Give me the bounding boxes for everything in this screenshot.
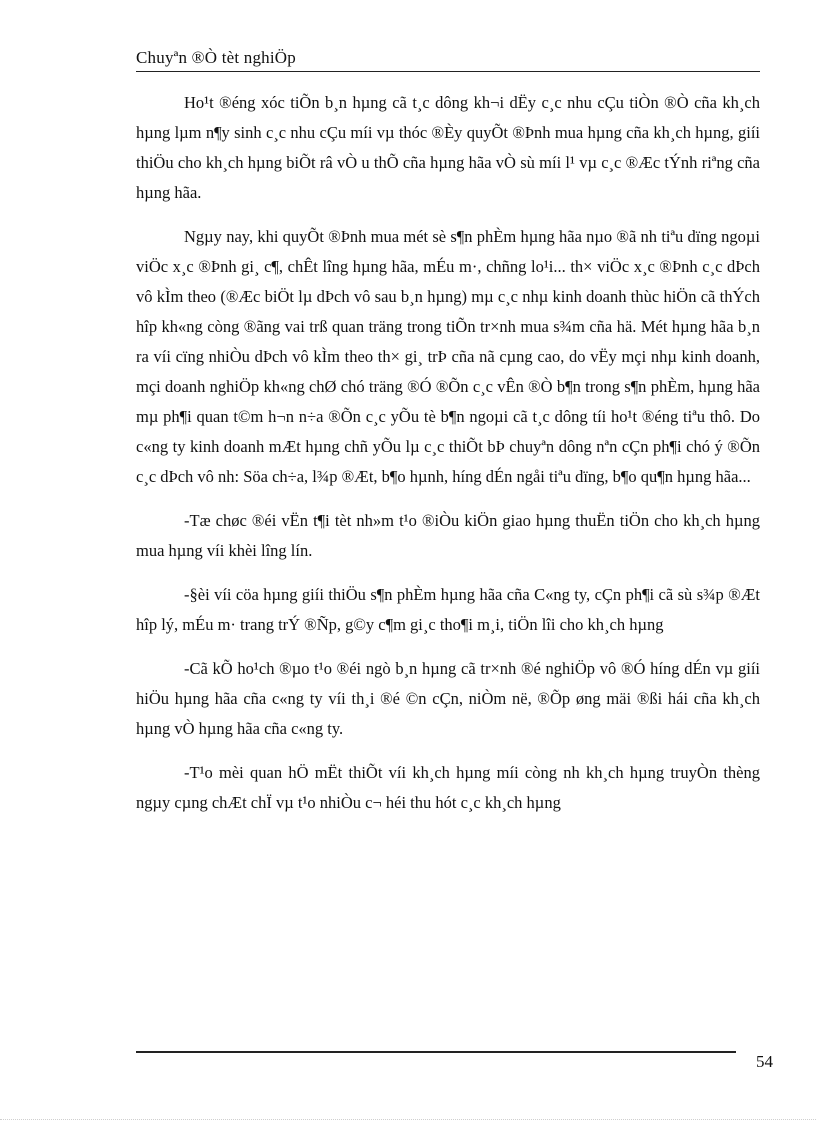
paragraph: Ho¹t ®éng xóc tiÕn b¸n hµng cã t¸c dông kh¬i dËy c¸c nhu cÇu tiÒn ®Ò cña kh¸ch hµng lµm n¶y sinh c¸c nhu cÇu míi vµ thóc ®Èy quyÕt ®Þnh mua hµng cña kh¸ch hµng, giíi thiÖu cho kh¸ch hµng biÕt râ vÒ u thÕ cña hµng hãa vÒ sù míi l¹ vµ c¸c ®Æc tÝnh riªng cña hµng hãa. bbox=[136, 93, 760, 202]
paragraph: Ngµy nay, khi quyÕt ®Þnh mua mét sè s¶n phÈm hµng hãa nµo ®ã nh tiªu dïng ngoµi viÖc x¸c ®Þnh gi¸ c¶, chÊt lîng hµng hãa, mÉu m·, chñng lo¹i... th× viÖc x¸c ®Þnh c¸c dÞch vô kÌm theo (®Æc biÖt lµ dÞch vô sau b¸n hµng) mµ c¸c nhµ kinh doanh thùc hiÖn cã thÝch hîp kh«ng còng ®ãng vai trß quan träng trong tiÕn tr×nh mua s¾m cña hä. Mét hµng hãa b¸n ra víi cïng nhiÒu dÞch vô kÌm theo th× gi¸ trÞ cña nã cµng cao, do vËy mçi nhµ kinh doanh, mçi doanh nghiÖp kh«ng chØ chó träng ®Ó ®Õn c¸c vÊn ®Ò b¶n trong s¶n phÈm, hµng hãa mµ ph¶i quan t©m h¬n n÷a ®Õn c¸c yÕu tè b¶n ngoµi cã t¸c dông tíi ho¹t ®éng tiªu thô. Do c«ng ty kinh doanh mÆt hµng chñ yÕu lµ c¸c thiÕt bÞ chuyªn dông nªn cÇn ph¶i chó ý ®Õn c¸c dÞch vô nh: Söa ch÷a, l¾p ®Æt, b¶o hµnh, híng dÉn ngåi tiªu dïng, b¶o qu¶n hµng hãa... bbox=[136, 227, 760, 486]
page-number: 54 bbox=[756, 1052, 773, 1071]
body-text bbox=[136, 88, 760, 832]
paragraph: -Cã kÕ ho¹ch ®µo t¹o ®éi ngò b¸n hµng cã tr×nh ®é nghiÖp vô ®Ó híng dÉn vµ giíi hiÖu hµng hãa cña c«ng ty víi th¸i ®é ©n cÇn, niÒm në, ®Õp øng mäi ®ßi hái cña kh¸ch hµng vÒ hµng hãa cña c«ng ty. bbox=[136, 659, 760, 738]
paragraph: -§èi víi cöa hµng giíi thiÖu s¶n phÈm hµng hãa cña C«ng ty, cÇn ph¶i cã sù s¾p ®Æt hîp lý, mÉu m· trang trÝ ®Ñp, g©y c¶m gi¸c tho¶i m¸i, tiÖn lîi cho kh¸ch hµng bbox=[136, 585, 760, 634]
page-bottom-edge bbox=[0, 1119, 816, 1120]
paragraph: -T¹o mèi quan hÖ mËt thiÕt víi kh¸ch hµng míi còng nh kh¸ch hµng truyÒn thèng ngµy cµng chÆt chÏ vµ t¹o nhiÒu c¬ héi thu hót c¸c kh¸ch hµng bbox=[136, 763, 760, 812]
paragraph: -Tæ chøc ®éi vËn t¶i tèt nh»m t¹o ®iÒu kiÖn giao hµng thuËn tiÖn cho kh¸ch hµng mua hµng víi khèi lîng lín. bbox=[136, 511, 760, 560]
header-divider bbox=[136, 71, 760, 72]
footer-divider bbox=[136, 1051, 736, 1053]
running-header: Chuyªn ®Ò tèt nghiÖp bbox=[136, 48, 296, 67]
